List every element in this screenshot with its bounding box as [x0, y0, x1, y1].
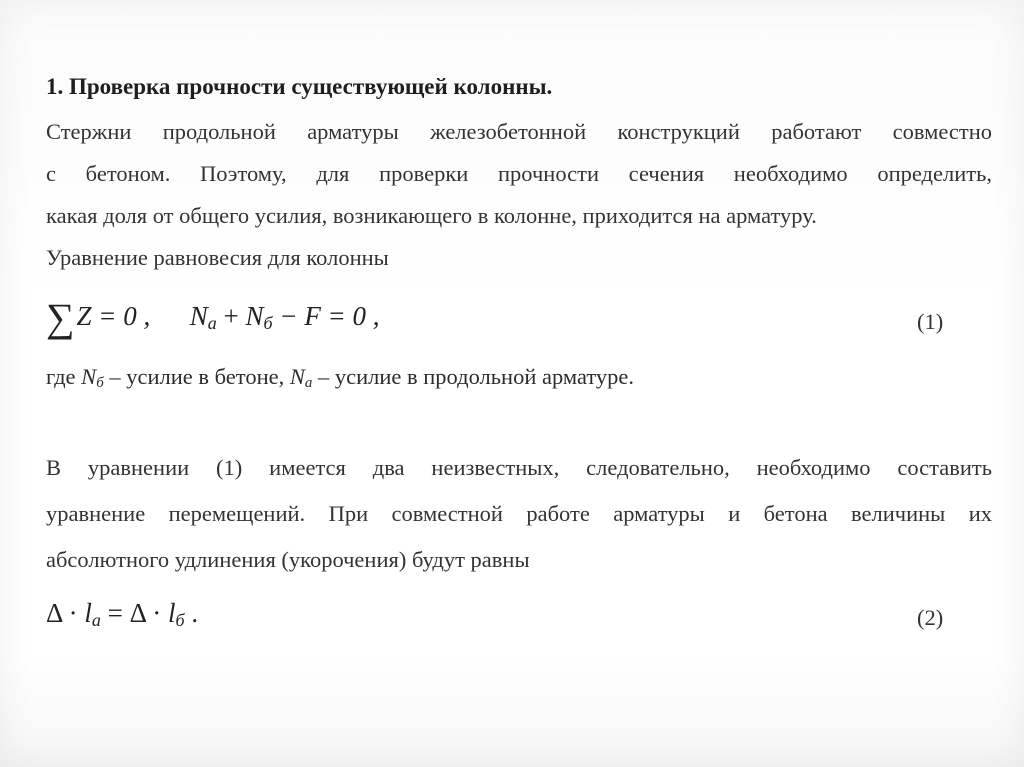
where-suffix: – усилие в продольной арматуре.	[312, 364, 635, 389]
equation-2-sub-b: б	[175, 610, 185, 630]
delta-symbol: Δ	[46, 598, 62, 628]
paragraph-line: Уравнение равновесия для колонны	[46, 245, 389, 270]
equation-1-N: N	[189, 301, 208, 331]
equation-1	[46, 294, 380, 341]
paragraph-line: с бетоном. Поэтому, для проверки прочности сечения необходимо определить,	[46, 161, 992, 186]
where-N-a: N	[289, 364, 305, 389]
where-mid: – усилие в бетоне,	[103, 364, 290, 389]
section-heading: 1. Проверка прочности существующей колонны.	[46, 74, 553, 99]
where-sub-a: a	[304, 375, 313, 391]
equation-2-period: .	[191, 598, 199, 628]
equation-1-number: (1)	[917, 309, 944, 334]
equation-1-plus: +	[223, 301, 239, 331]
equation-2-l: l	[84, 598, 92, 628]
paragraph-line: абсолютного удлинения (укорочения) будут равны	[46, 547, 530, 572]
where-N-b: N	[81, 364, 97, 389]
equation-2-number: (2)	[917, 605, 944, 630]
equation-1-N-b: N	[245, 301, 264, 331]
paragraph-line: уравнение перемещений. При совместной работе арматуры и бетона величины их	[46, 501, 992, 526]
equation-2-equals: =	[107, 598, 123, 628]
equation-1-sub-b: б	[263, 313, 273, 333]
paragraph-line: Стержни продольной арматуры железобетонной конструкций работают совместно	[46, 119, 992, 144]
equation-2	[46, 598, 198, 631]
equation-1-rest: − F = 0 ,	[279, 301, 380, 331]
where-line	[46, 364, 634, 392]
delta-symbol: Δ	[129, 598, 146, 628]
equation-1-lhs: Z = 0 ,	[76, 301, 151, 331]
equation-2-l-b: l	[168, 598, 176, 628]
where-sub-b: б	[96, 375, 104, 391]
dot-operator: ·	[68, 598, 78, 628]
equation-2-sub-a: a	[91, 610, 101, 630]
sum-symbol: ∑	[46, 295, 75, 340]
paragraph-line: какая доля от общего усилия, возникающего в колонне, приходится на арматуру.	[46, 203, 817, 228]
equation-1-sub-a: a	[207, 313, 217, 333]
paragraph-line: В уравнении (1) имеется два неизвестных, следовательно, необходимо составить	[46, 455, 992, 480]
dot-operator: ·	[152, 598, 162, 628]
where-prefix: где	[46, 364, 82, 389]
